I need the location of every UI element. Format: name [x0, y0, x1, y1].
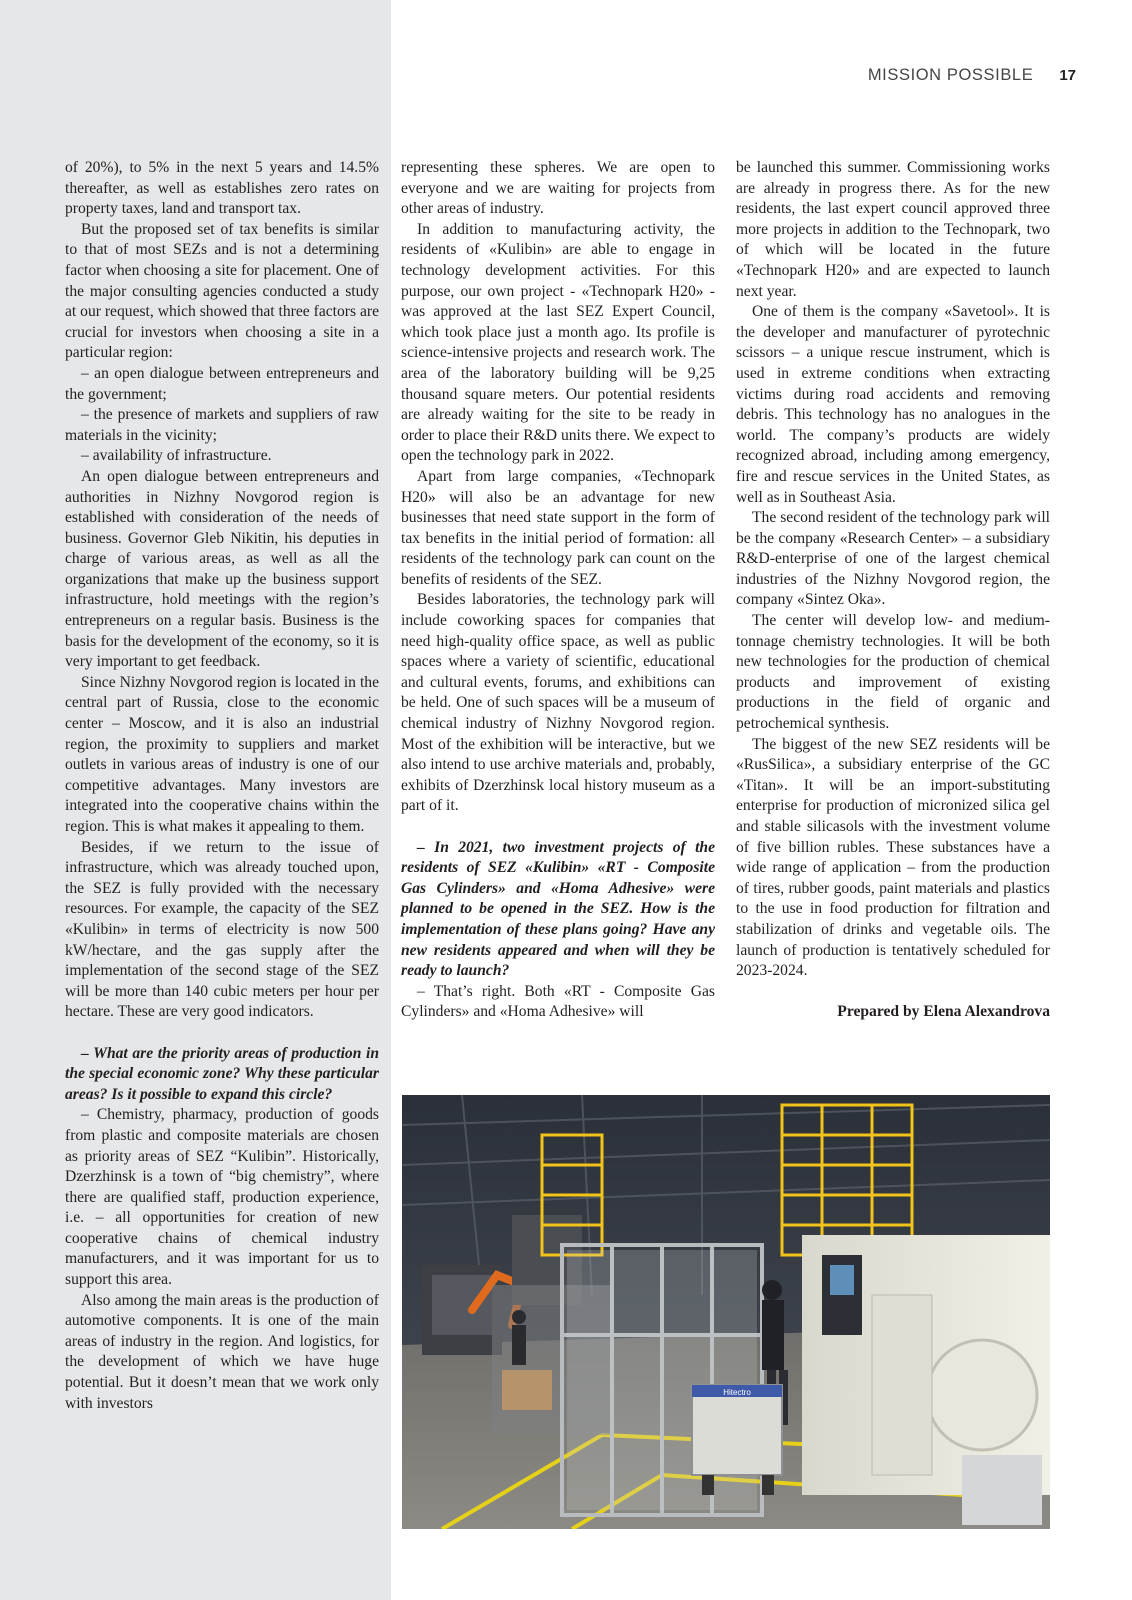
paragraph: Besides laboratories, the technology park will include coworking spaces for companies that need high-quality office space, as well as public spaces where a variety of scientific, educational and cultural events, forums, and exhibitions can be held. One of such spaces will be a museum of chemical industry of Nizhny Novgorod region. Most of the exhibition will be interactive, but we also intend to use archive materials and, probably, exhibits of Dzerzhinsk local history museum as a part of it.	[401, 591, 715, 815]
article-column-3	[736, 158, 1050, 1023]
paragraph: The biggest of the new SEZ residents will be «RusSilica», a subsidiary enterprise of the GC «Titan». It will be an import-substituting enterprise for production of micronized silica gel and stable silicasols with the investment volume of five billion rubles. These substances have a wide range of application – from the production of tires, rubber goods, paint materials and plastics to the use in food production for filtration and stabilization of drinks and vegetable oils. The launch of production is tentatively scheduled for 2023-2024.	[736, 735, 1050, 980]
paragraph: Apart from large companies, «Technopark H20» will also be an advantage for new businesses that need state support in the form of tax benefits in the initial period of formation: all residents of the technology park can count on the benefits of residents of the SEZ.	[401, 467, 715, 588]
list-item: – an open dialogue between entrepreneurs and the government;	[65, 364, 379, 403]
paragraph: of 20%), to 5% in the next 5 years and 14.5% thereafter, as well as establishes zero rates on property taxes, land and transport tax.	[65, 159, 379, 218]
paragraph: – That’s right. Both «RT - Composite Gas Cylinders» and «Homa Adhesive» will	[401, 982, 715, 1021]
interview-question: – In 2021, two investment projects of the residents of SEZ «Kulibin» «RT - Composite Gas Cylinders» and «Homa Adhesive» were planned to be opened in the SEZ. How is the implementation of these plans going? Have any new residents appeared and when will they be ready to launch?	[401, 838, 715, 980]
author-credit: Prepared by Elena Alexandrova	[837, 1003, 1050, 1021]
running-header	[868, 66, 1076, 85]
paragraph: One of them is the company «Savetool». It is the developer and manufacturer of pyrotechnic scissors – a unique rescue instrument, which is used in extreme conditions when extracting victims during road accidents and removing debris. This technology has no analogues in the world. The company’s products are widely recognized abroad, including among emergency, fire and rescue services in the United States, as well as in Southeast Asia.	[736, 303, 1050, 506]
machine-label: Hitectro	[723, 1388, 751, 1397]
list-item: – the presence of markets and suppliers of raw materials in the vicinity;	[65, 406, 379, 444]
paragraph: An open dialogue between entrepreneurs and authorities in Nizhny Novgorod region is established with consideration of the needs of business. Governor Gleb Nikitin, his deputies in charge of various areas, as well as all the organizations that make up the business support infrastructure, hold meetings with the region’s entrepreneurs on a regular basis. Business is the basis for the development of the economy, so it is very important to get feedback.	[65, 467, 379, 671]
paragraph: be launched this summer. Commissioning works are already in progress there. As for the new residents, the last expert council approved three more projects in addition to the Technopark, two of which will be located in the future «Technopark H20» and are expected to launch next year.	[736, 159, 1050, 300]
section-name: MISSION POSSIBLE	[867, 66, 1034, 84]
paragraph: representing these spheres. We are open to everyone and we are waiting for projects from other areas of industry.	[401, 159, 715, 218]
paragraph: In addition to manufacturing activity, the residents of «Kulibin» are able to engage in technology development activities. For this purpose, our own project - «Technopark H20» - was approved at the last SEZ Expert Council, which took place just a month ago. Its profile is science-intensive projects and research work. The area of the laboratory building will be 9,25 thousand square meters. Our potential residents are already waiting for the site to be ready in order to place their R&D units there. We expect to open the technology park in 2022.	[401, 220, 715, 465]
page-number: 17	[1059, 67, 1076, 84]
article-column-2	[401, 158, 715, 1023]
list-item: – availability of infrastructure.	[81, 447, 272, 465]
paragraph: The center will develop low- and medium-tonnage chemistry technologies. It will be both new technologies for the production of chemical products and improvement of existing productions in the field of organic and petrochemical synthesis.	[736, 612, 1050, 733]
paragraph: – Chemistry, pharmacy, production of goods from plastic and composite materials are chosen as priority areas of SEZ “Kulibin”. Historically, Dzerzhinsk is a town of “big chemistry”, where there are qualified staff, production experience, i.e. – all opportunities for creation of new cooperative chains of chemical industry manufacturers, and it was important for us to support this area.	[65, 1106, 379, 1289]
paragraph: Since Nizhny Novgorod region is located in the central part of Russia, close to the economic center – Moscow, and it is also an industrial region, the proximity to suppliers and market outlets in various areas of industry is one of our competitive advantages. Many investors are integrated into the cooperative chains within the region. This is what makes it appealing to them.	[65, 673, 379, 835]
paragraph: The second resident of the technology park will be the company «Research Center» – a subsidiary R&D-enterprise of one of the largest chemical industries of the Nizhny Novgorod region, the company «Sintez Oka».	[736, 509, 1050, 609]
paragraph: Also among the main areas is the production of automotive components. It is one of the main areas of industry in the region. And logistics, for the development of which we have huge potential. But it doesn’t mean that we work only with investors	[65, 1291, 379, 1412]
paragraph: But the proposed set of tax benefits is similar to that of most SEZs and is not a determining factor when choosing a site for placement. One of the major consulting agencies conducted a study at our request, which showed that three factors are crucial for investors when choosing a site in a particular region:	[65, 220, 379, 362]
article-column-1	[65, 158, 379, 1414]
factory-photo	[402, 1095, 1050, 1529]
paragraph: Besides, if we return to the issue of infrastructure, which was already touched upon, the SEZ is fully provided with the necessary resources. For example, the capacity of the SEZ «Kulibin» in terms of electricity is now 500 kW/hectare, and the gas supply after the implementation of the second stage of the SEZ will be more than 140 cubic meters per hour per hectare. These are very good indicators.	[65, 838, 379, 1021]
interview-question: – What are the priority areas of production in the special economic zone? Why these particular areas? Is it possible to expand this circle?	[65, 1044, 379, 1103]
